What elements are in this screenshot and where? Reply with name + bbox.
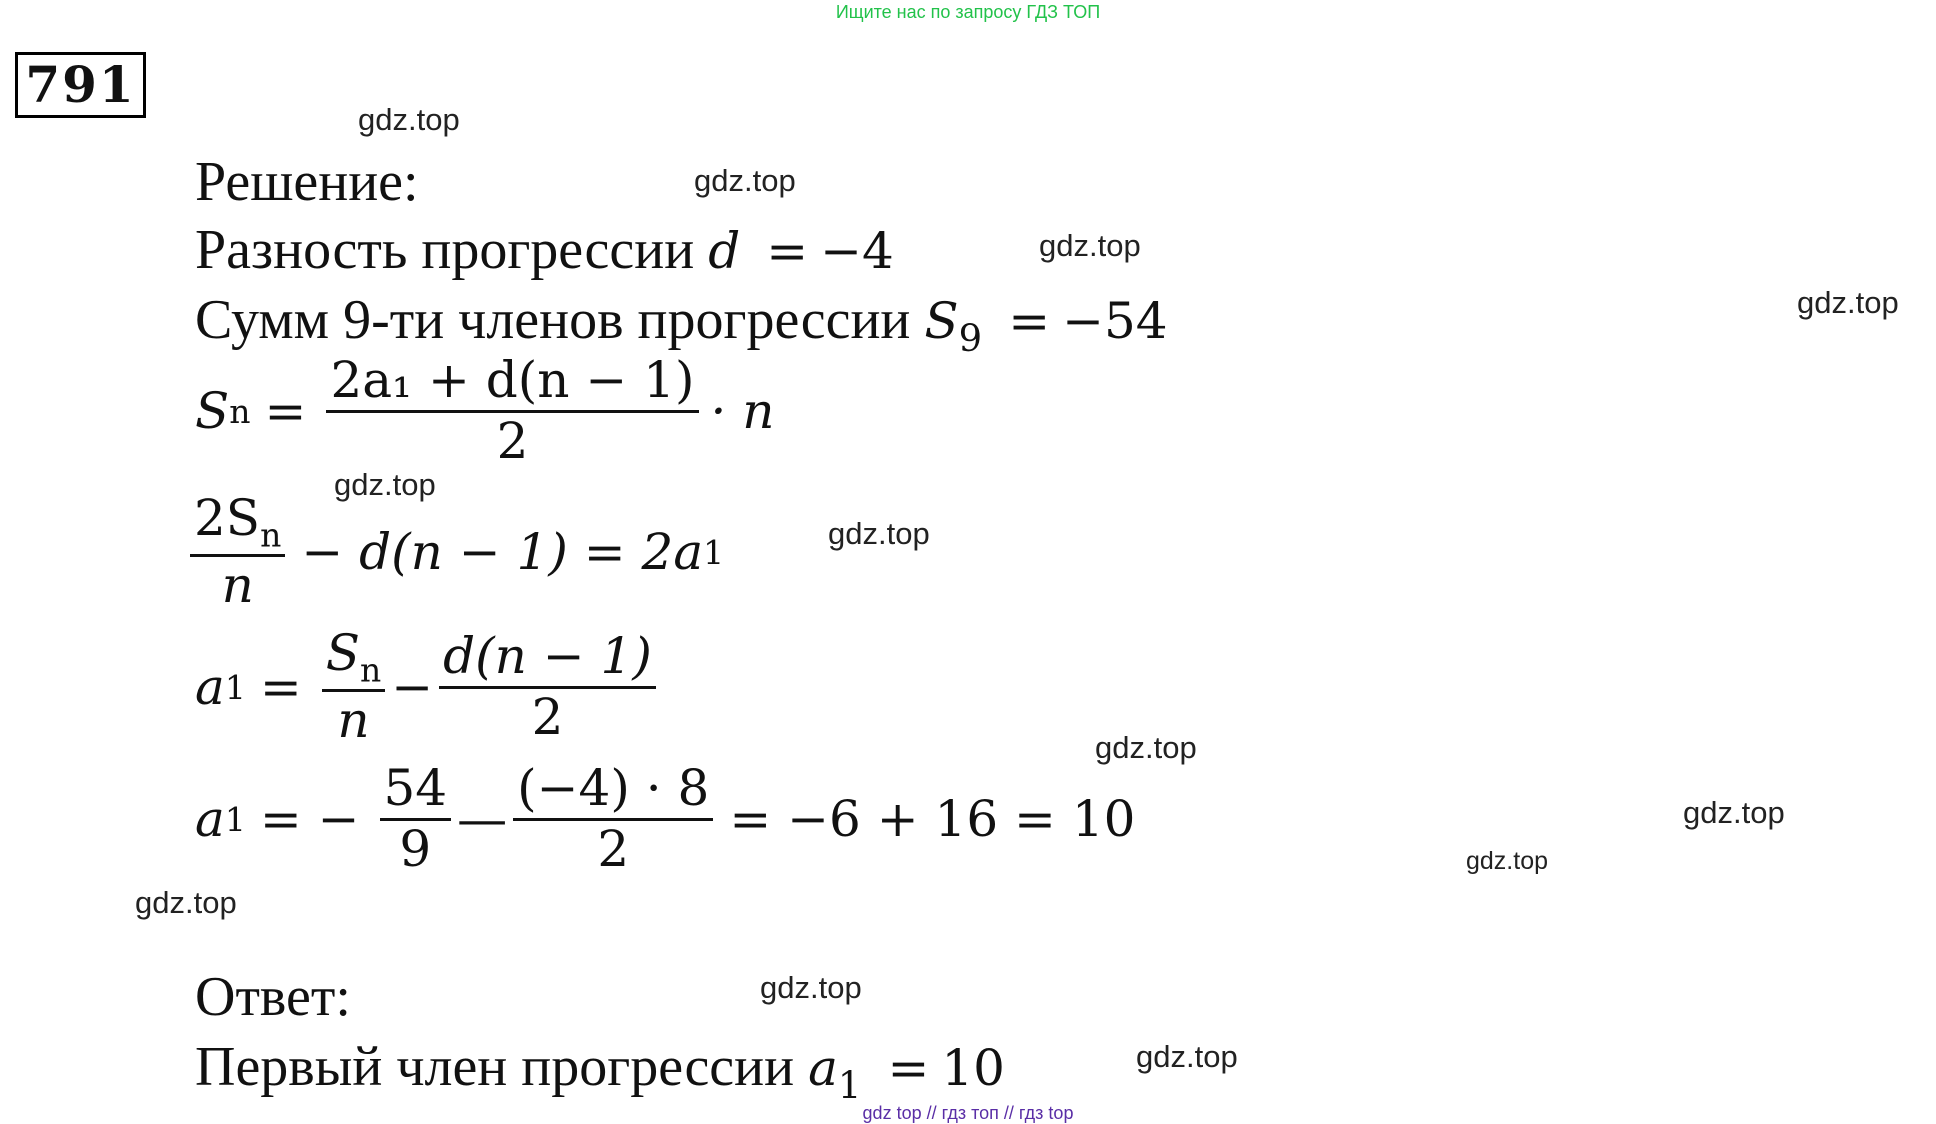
watermark: gdz.top bbox=[1136, 1039, 1238, 1074]
formula2-numerator bbox=[190, 490, 285, 554]
watermark: gdz.top bbox=[1466, 847, 1549, 875]
watermark: gdz.top bbox=[694, 163, 796, 198]
watermark: gdz.top bbox=[1797, 285, 1899, 320]
formula3-fraction1 bbox=[322, 625, 386, 750]
answer-eq: = bbox=[887, 1039, 930, 1097]
formula4-fraction2 bbox=[513, 760, 713, 878]
formula3-f1-num-text: S bbox=[325, 624, 360, 682]
formula4-f2-numerator: (−4) · 8 bbox=[517, 759, 710, 817]
formula-calculation bbox=[195, 760, 1135, 878]
formula2-fraction bbox=[190, 490, 285, 615]
formula4-op: — bbox=[457, 790, 508, 848]
sum-value: −54 bbox=[1062, 292, 1168, 350]
formula4-f1-denominator: 9 bbox=[399, 819, 432, 878]
formula-first-term bbox=[195, 625, 662, 750]
formula2-rest-sub: 1 bbox=[703, 532, 725, 572]
watermark: gdz.top bbox=[760, 970, 862, 1005]
footer-links[interactable]: gdz top // гдз топ // гдз top bbox=[862, 1103, 1074, 1123]
answer-text: Первый член прогрессии bbox=[195, 1036, 795, 1098]
formula1-denominator: 2 bbox=[496, 411, 529, 470]
difference-eq: = bbox=[766, 222, 809, 280]
watermark: gdz.top bbox=[1095, 730, 1197, 765]
formula4-f1-numerator: 54 bbox=[383, 759, 448, 817]
formula1-tail: · n bbox=[710, 382, 775, 440]
answer-var: a bbox=[808, 1039, 838, 1097]
solution-heading: Решение: bbox=[195, 151, 419, 213]
formula4-lhs-sub: 1 bbox=[224, 799, 246, 839]
watermark: gdz.top bbox=[135, 885, 237, 920]
answer-heading: Ответ: bbox=[195, 966, 351, 1028]
watermark: gdz.top bbox=[334, 467, 436, 502]
formula1-numerator: 2a₁ + d(n − 1) bbox=[330, 351, 695, 409]
difference-value: −4 bbox=[820, 222, 894, 280]
formula3-f1-denominator: n bbox=[337, 691, 370, 750]
sum-sub: 9 bbox=[958, 316, 983, 360]
formula2-rest: − d(n − 1) = 2a bbox=[301, 523, 704, 582]
formula3-lhs: a bbox=[195, 658, 225, 717]
watermark: gdz.top bbox=[358, 102, 460, 137]
watermark: gdz.top bbox=[1039, 228, 1141, 263]
formula4-result: = −6 + 16 = 10 bbox=[729, 790, 1136, 848]
formula1-eq: = bbox=[264, 382, 307, 440]
answer-sub: 1 bbox=[837, 1063, 862, 1107]
formula4-lhs: a bbox=[195, 790, 225, 848]
formula1-lhs: S bbox=[195, 382, 230, 440]
formula1-lhs-sub: n bbox=[229, 391, 251, 431]
formula3-f1-num-sub: n bbox=[359, 650, 382, 690]
watermark: gdz.top bbox=[828, 516, 930, 551]
formula4-eq: = − bbox=[259, 790, 360, 848]
formula3-f2-numerator: d(n − 1) bbox=[443, 627, 652, 686]
formula3-fraction2 bbox=[439, 628, 656, 746]
formula-rearranged bbox=[190, 490, 724, 615]
formula3-f1-numerator bbox=[322, 625, 386, 689]
difference-var: d bbox=[708, 222, 741, 280]
watermark: gdz.top bbox=[1683, 795, 1785, 830]
problem-number-badge: 791 bbox=[15, 52, 146, 118]
formula2-num-text: 2S bbox=[194, 489, 261, 547]
formula3-op: − bbox=[391, 658, 434, 717]
formula1-fraction bbox=[326, 352, 698, 470]
difference-line bbox=[195, 218, 894, 283]
answer-value: 10 bbox=[941, 1039, 1005, 1097]
sum-text: Сумм 9-ти членов прогрессии bbox=[195, 289, 911, 351]
formula2-denominator: n bbox=[221, 556, 254, 615]
formula3-eq: = bbox=[259, 658, 302, 717]
formula3-lhs-sub: 1 bbox=[224, 667, 246, 707]
formula4-f2-denominator: 2 bbox=[597, 819, 630, 878]
formula-sum bbox=[195, 352, 775, 470]
sum-eq: = bbox=[1008, 292, 1051, 350]
formula2-num-sub: n bbox=[260, 515, 282, 555]
sum-var: S bbox=[924, 292, 959, 350]
formula4-fraction1 bbox=[380, 760, 452, 878]
top-banner: Ищите нас по запросу ГДЗ ТОП bbox=[835, 2, 1101, 22]
difference-text: Разность прогрессии bbox=[195, 219, 695, 281]
formula3-f2-denominator: 2 bbox=[531, 687, 564, 746]
